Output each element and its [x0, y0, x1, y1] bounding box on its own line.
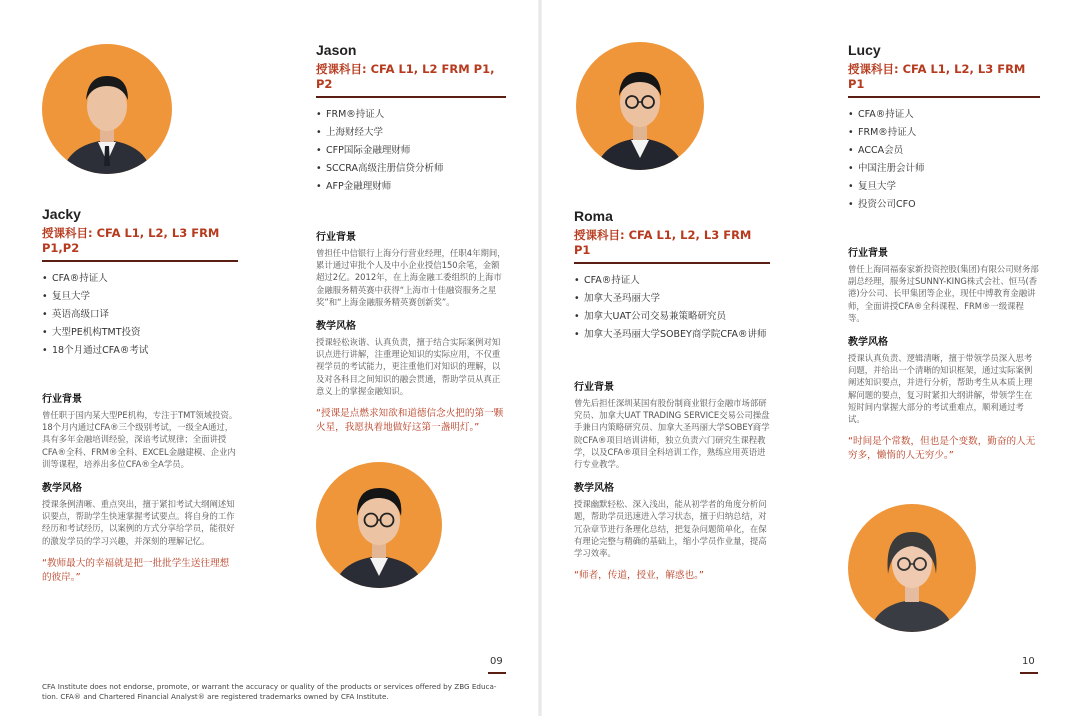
- quote: “师者，传道，授业，解惑也。”: [574, 570, 704, 582]
- credential-item: • 复旦大学: [848, 178, 1040, 196]
- roma-photo: [576, 42, 704, 170]
- subject-line: 授课科目: CFA L1, L2, L3 FRM P1: [848, 61, 1040, 98]
- background-heading: 行业背景: [848, 248, 888, 259]
- credential-list: [316, 106, 506, 196]
- instructor-name: Jason: [316, 42, 357, 58]
- subject-line: 授课科目: CFA L1, L2 FRM P1, P2: [316, 61, 506, 98]
- disclaimer-line: tion. CFA® and Chartered Financial Analyst® are registered trademarks owned by CFA Institute.: [42, 692, 389, 701]
- roma-profile: [574, 208, 770, 344]
- credential-item: • 加拿大圣玛丽大学: [574, 290, 770, 308]
- background-text: 曾担任中信银行上海分行营业经理，任职4年期间，累计通过审批个人及中小企业授信150余笔，金额超过2亿。2012年，在上海金融工委组织的上海市金融服务精英赛中获得“上海市十佳融资服务之星奖”和“上海金融服务精英赛创新奖”。: [316, 248, 506, 307]
- style-text: 授课认真负责、逻辑清晰，擅于带领学员深入思考问题，并给出一个清晰的知识框架，通过实际案例阐述知识要点，并进行分析，帮助考生从本质上理解问题的要点，复习时紧扣大纲讲解，带领学生在短时间内掌握大部分的考试重难点，顺利通过考试。: [848, 353, 1033, 425]
- credential-item: • 投资公司CFO: [848, 196, 1040, 214]
- subject-line: 授课科目: CFA L1, L2, L3 FRM P1: [574, 227, 770, 264]
- credential-item: • 中国注册会计师: [848, 160, 1040, 178]
- credential-item: • ACCA会员: [848, 142, 1040, 160]
- credential-item: • SCCRA高级注册信贷分析师: [316, 160, 506, 178]
- credential-item: • CFA®持证人: [574, 272, 770, 290]
- jacky-details: [42, 390, 238, 585]
- style-heading: 教学风格: [574, 483, 614, 495]
- credential-item: • 18个月通过CFA®考试: [42, 342, 238, 360]
- style-heading: 教学风格: [42, 483, 82, 495]
- credential-item: • 加拿大圣玛丽大学SOBEY商学院CFA®讲师: [574, 326, 770, 344]
- credential-item: • FRM®持证人: [848, 124, 1040, 142]
- credential-item: • AFP金融理财师: [316, 178, 506, 196]
- background-text: 曾任职于国内某大型PE机构，专注于TMT领域投资。18个月内通过CFA®三个级别考试，一级全A通过，具有多年金融培训经验，深谙考试规律；全面讲授CFA®全科、FRM®全科、EXCEL金融建模、企业内训等课程，培养出多位CFA®全A学员。: [42, 410, 238, 469]
- style-text: 授课轻松诙谐、认真负责，擅于结合实际案例对知识点进行讲解，注重理论知识的实际应用，不仅重视学员的考试能力，更注重他们对知识的理解，以及对各科目之间知识的融会贯通，帮助学员从真正意义上的掌握金融知识。: [316, 337, 501, 396]
- quote: “授课是点燃求知欲和道德信念火把的第一颗火星，我愿执着地做好这第一盏明灯。”: [316, 408, 504, 434]
- jason-profile: [316, 42, 506, 196]
- instructor-name: Roma: [574, 208, 613, 224]
- page-number-rule-left: [488, 672, 506, 674]
- credential-item: • CFA®持证人: [42, 270, 238, 288]
- jacky-profile: [42, 206, 238, 360]
- credential-list: [848, 106, 1040, 214]
- lucy-profile: [848, 42, 1040, 214]
- instructor-name: Jacky: [42, 206, 81, 222]
- page-number-right: 10: [1022, 656, 1035, 667]
- quote: “教师最大的幸福就是把一批批学生送往理想的彼岸。”: [42, 557, 230, 583]
- background-text: 曾先后担任深圳某国有股份制商业银行金融市场部研究员、加拿大UAT TRADING SERVICE交易公司操盘手兼日内策略研究员、加拿大圣玛丽大学SOBEY商学院CFA®项目培训讲师，独立负责六门研究生课程教学，以及CFA®项目全科培训工作，熟练应用英语进行专业教学。: [574, 398, 770, 470]
- instructor-name: Lucy: [848, 42, 881, 58]
- style-text: 授课条例清晰、重点突出，擅于紧扣考试大纲阐述知识要点，帮助学生快速掌握考试要点。将自身的工作经历和考试经历，以案例的方式分享给学员，能很好的激发学员的学习兴趣，并深刻的理解记忆。: [42, 499, 235, 546]
- credential-item: • 上海财经大学: [316, 124, 506, 142]
- background-heading: 行业背景: [42, 394, 82, 405]
- roma-details: [574, 378, 770, 583]
- lucy-photo: [848, 504, 976, 632]
- style-heading: 教学风格: [848, 337, 888, 349]
- credential-list: [574, 272, 770, 344]
- jacky-photo: [42, 44, 172, 174]
- background-heading: 行业背景: [574, 382, 614, 393]
- credential-item: • CFP国际金融理财师: [316, 142, 506, 160]
- credential-item: • 复旦大学: [42, 288, 238, 306]
- trademark-disclaimer: [42, 682, 522, 702]
- credential-item: • 加拿大UAT公司交易兼策略研究员: [574, 308, 770, 326]
- credential-item: • CFA®持证人: [848, 106, 1040, 124]
- page-number-left: 09: [490, 656, 503, 667]
- jason-photo: [316, 462, 442, 588]
- quote: “时间是个常数，但也是个变数，勤奋的人无穷多，懒惰的人无穷少。”: [848, 436, 1036, 462]
- jason-details: [316, 228, 506, 435]
- credential-item: • 大型PE机构TMT投资: [42, 324, 238, 342]
- credential-item: • FRM®持证人: [316, 106, 506, 124]
- page-fold: [538, 0, 542, 716]
- disclaimer-line: CFA Institute does not endorse, promote, or warrant the accuracy or quality of the products or services offered by ZBG Educa-: [42, 682, 497, 691]
- credential-item: • 英语高级口译: [42, 306, 238, 324]
- subject-line: 授课科目: CFA L1, L2, L3 FRM P1,P2: [42, 225, 238, 262]
- style-heading: 教学风格: [316, 321, 356, 333]
- background-text: 曾任上海同福泰家新投资控股(集团)有限公司财务部副总经理，服务过SUNNY-KING株式会社、恒马(香港)分公司、长甲集团等企业，现任中博教育金融讲师，全面讲授CFA®全科课程、FRM®一级课程等。: [848, 264, 1039, 323]
- style-text: 授课幽默轻松、深入浅出，能从初学者的角度分析问题，帮助学员迅速进入学习状态，擅于归纳总结，对冗杂章节进行条理化总结，把复杂问题简单化，在保有理论完整与精确的基础上，缩小学员作业量，提高学习效率。: [574, 499, 767, 559]
- credential-list: [42, 270, 238, 360]
- page-number-rule-right: [1020, 672, 1038, 674]
- lucy-details: [848, 244, 1040, 463]
- background-heading: 行业背景: [316, 232, 356, 243]
